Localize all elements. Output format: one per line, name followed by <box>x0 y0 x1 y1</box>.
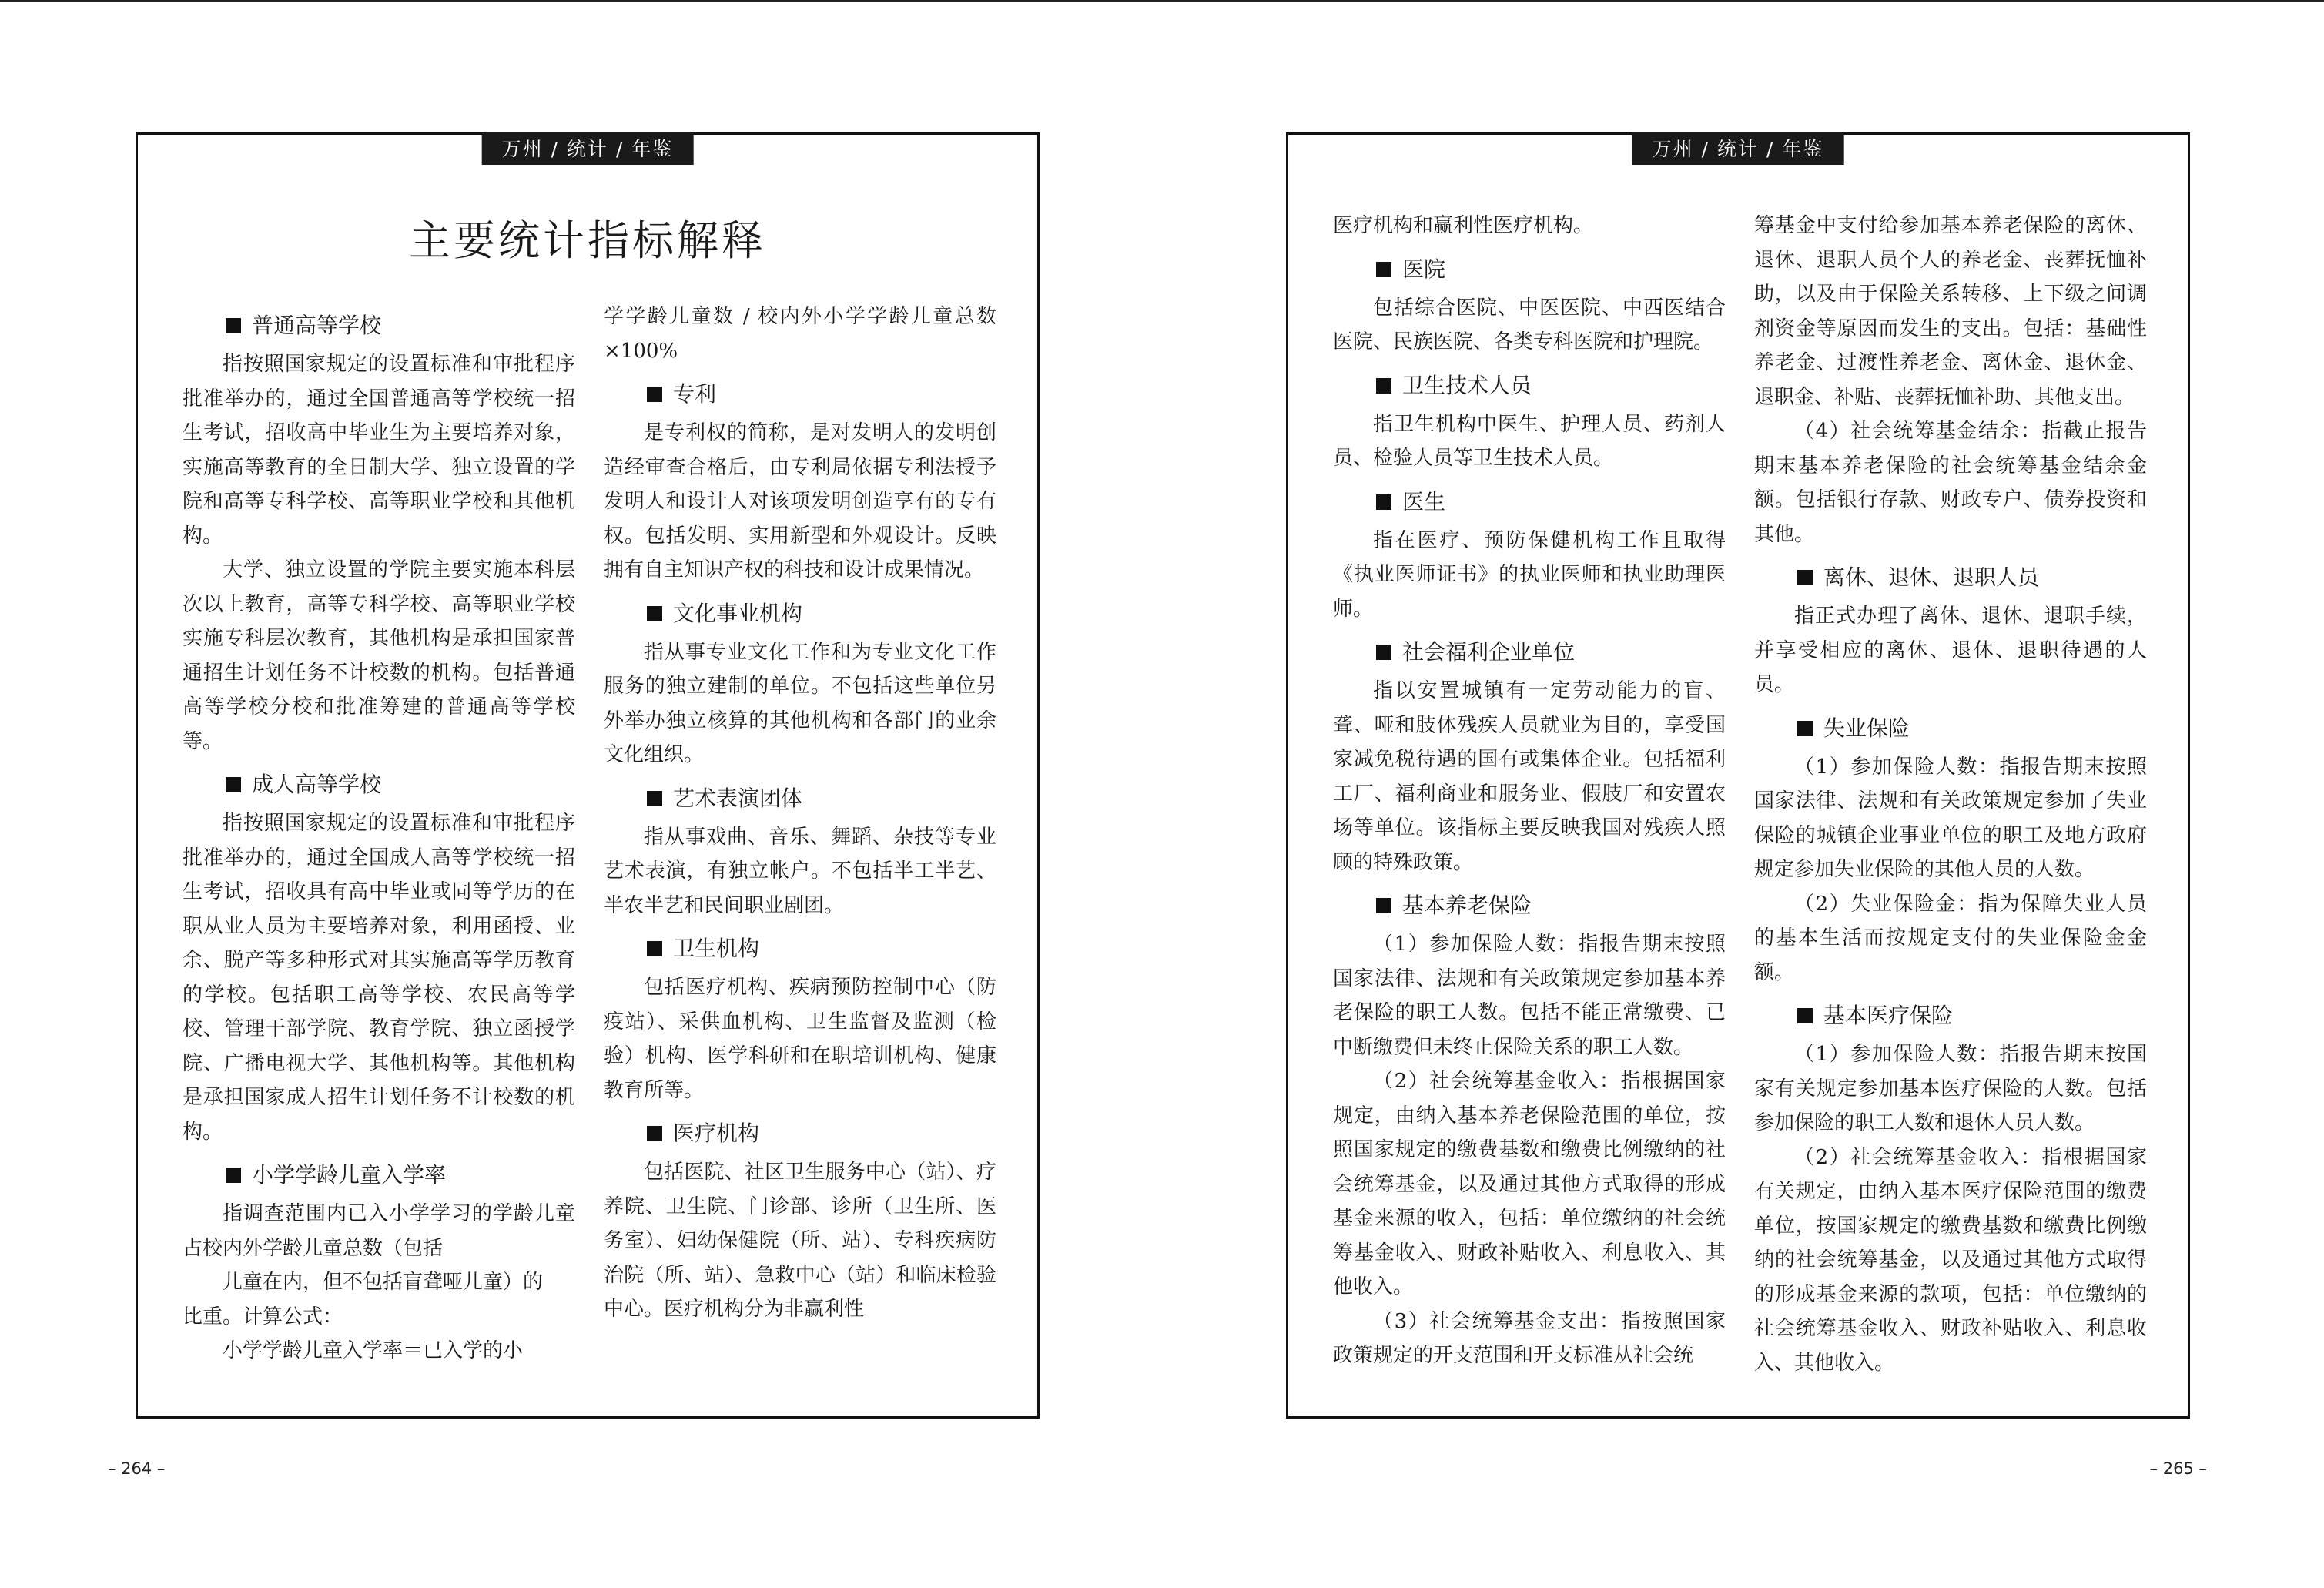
section-heading-text: 普通高等学校 <box>252 313 382 338</box>
section-heading-text: 医生 <box>1402 488 1446 514</box>
section-heading <box>1333 484 1726 521</box>
section-heading-text: 卫生机构 <box>673 936 760 961</box>
body-paragraph: （2）失业保险金：指为保障失业人员的基本生活而按规定支付的失业保险金金额。 <box>1754 892 2147 984</box>
section-heading <box>183 307 575 344</box>
page-title: 主要统计指标解释 <box>409 216 766 265</box>
square-bullet-icon <box>226 1168 241 1183</box>
section-heading <box>1333 367 1726 404</box>
body-paragraph: 指调查范围内已入小学学习的学龄儿童占校内外学龄儿童总数（包括 <box>183 1202 575 1260</box>
top-rule <box>0 0 2324 2</box>
running-header: 万州 / 统计 / 年鉴 <box>482 132 694 165</box>
section-heading <box>183 1157 575 1194</box>
section-heading-text: 离休、退休、退职人员 <box>1823 565 2040 590</box>
body-paragraph: 学学龄儿童数 / 校内外小学学龄儿童总数×100% <box>604 305 996 363</box>
page-number-right: – 265 – <box>2149 1459 2207 1478</box>
body-paragraph: 包括医院、社区卫生服务中心（站）、疗养院、卫生院、门诊部、诊所（卫生所、医务室）、妇幼保健院（所、站）、专科疾病防治院（所、站）、急救中心（站）和临床检验中心。医疗机构分为非赢利性 <box>604 1161 996 1321</box>
body-paragraph: （1）参加保险人数：指报告期末按照国家法律、法规和有关政策规定参加了失业保险的城镇企业事业单位的职工及地方政府规定参加失业保险的其他人员的人数。 <box>1754 755 2147 881</box>
column-4 <box>1754 209 2147 1380</box>
body-paragraph: 指以安置城镇有一定劳动能力的盲、聋、哑和肢体残疾人员就业为目的，享受国家减免税待遇的国有或集体企业。包括福利工厂、福利商业和服务业、假肢厂和安置农场等单位。该指标主要反映我国对残疾人照顾的特殊政策。 <box>1333 679 1726 874</box>
square-bullet-icon <box>1376 262 1391 277</box>
section-heading <box>604 780 996 817</box>
square-bullet-icon <box>647 606 662 621</box>
left-page-frame <box>136 132 1040 1419</box>
section-heading <box>1333 634 1726 671</box>
body-paragraph: 包括医疗机构、疾病预防控制中心（防疫站）、采供血机构、卫生监督及监测（检验）机构、医学科研和在职培训机构、健康教育所等。 <box>604 976 996 1102</box>
section-heading <box>604 1115 996 1152</box>
square-bullet-icon <box>1797 1008 1813 1023</box>
section-heading-text: 小学学龄儿童入学率 <box>252 1162 447 1188</box>
body-paragraph: 是专利权的简称，是对发明人的发明创造经审查合格后，由专利局依据专利法授予发明人和设计人对该项发明创造享有的专有权。包括发明、实用新型和外观设计。反映拥有自主知识产权的科技和设计成果情况。 <box>604 421 996 581</box>
section-heading-text: 医疗机构 <box>673 1121 760 1146</box>
section-heading-text: 文化事业机构 <box>673 600 803 626</box>
column-3 <box>1333 209 1726 1373</box>
square-bullet-icon <box>1376 378 1391 394</box>
section-heading-text: 艺术表演团体 <box>673 785 803 811</box>
section-heading <box>604 930 996 967</box>
section-heading <box>1754 710 2147 747</box>
body-paragraph: 指从事专业文化工作和为专业文化工作服务的独立建制的单位。不包括这些单位另外举办独立核算的其他机构和各部门的业余文化组织。 <box>604 640 996 766</box>
section-heading <box>1754 559 2147 596</box>
body-paragraph: 指从事戏曲、音乐、舞蹈、杂技等专业艺术表演，有独立帐户。不包括半工半艺、半农半艺和民间职业剧团。 <box>604 825 996 917</box>
section-heading <box>604 595 996 632</box>
body-paragraph: 医疗机构和赢利性医疗机构。 <box>1333 214 1594 237</box>
body-paragraph: （2）社会统筹基金收入：指根据国家有关规定，由纳入基本医疗保险范围的缴费单位，按国家规定的缴费基数和缴费比例缴纳的社会统筹基金，以及通过其他方式取得的形成基金来源的款项，包括：单位缴纳的社会统筹基金收入、财政补贴收入、利息收入、其他收入。 <box>1754 1145 2147 1375</box>
square-bullet-icon <box>647 791 662 806</box>
square-bullet-icon <box>1797 721 1813 736</box>
square-bullet-icon <box>647 941 662 956</box>
section-heading-text: 失业保险 <box>1823 715 1910 741</box>
section-heading-text: 专利 <box>673 381 717 407</box>
section-heading-text: 医院 <box>1402 256 1446 282</box>
square-bullet-icon <box>226 777 241 792</box>
body-paragraph: （2）社会统筹基金收入：指根据国家规定，由纳入基本养老保险范围的单位，按照国家规定的缴费基数和缴费比例缴纳的社会统筹基金，以及通过其他方式取得的形成基金来源的收入，包括：单位缴纳的社会统筹基金收入、财政补贴收入、利息收入、其他收入。 <box>1333 1070 1726 1298</box>
square-bullet-icon <box>1797 570 1813 585</box>
square-bullet-icon <box>647 387 662 402</box>
body-paragraph: 小学学龄儿童入学率＝已入学的小 <box>223 1339 524 1362</box>
section-heading <box>1754 997 2147 1034</box>
section-heading-text: 社会福利企业单位 <box>1402 639 1576 665</box>
square-bullet-icon <box>1376 645 1391 660</box>
body-paragraph: 筹基金中支付给参加基本养老保险的离休、退休、退职人员个人的养老金、丧葬抚恤补助，以及由于保险关系转移、上下级之间调剂资金等原因而发生的支出。包括：基础性养老金、过渡性养老金、离休金、退休金、退职金、补贴、丧葬抚恤补助、其他支出。 <box>1754 214 2147 409</box>
body-paragraph: 指按照国家规定的设置标准和审批程序批准举办的，通过全国成人高等学校统一招生考试，招收具有高中毕业或同等学历的在职从业人员为主要培养对象，利用函授、业余、脱产等多种形式对其实施高等学历教育的学校。包括职工高等学校、农民高等学校、管理干部学院、教育学院、独立函授学院、广播电视大学、其他机构等。其他机构是承担国家成人招生计划任务不计校数的机构。 <box>183 812 575 1144</box>
body-paragraph: （1）参加保险人数：指报告期末按照国家法律、法规和有关政策规定参加基本养老保险的职工人数。包括不能正常缴费、已中断缴费但未终止保险关系的职工人数。 <box>1333 933 1726 1059</box>
square-bullet-icon <box>1376 494 1391 510</box>
section-heading <box>183 766 575 803</box>
square-bullet-icon <box>226 318 241 333</box>
body-paragraph: 儿童在内，但不包括盲聋哑儿童）的 <box>223 1271 544 1294</box>
section-heading <box>1333 251 1726 288</box>
body-paragraph: 指按照国家规定的设置标准和审批程序批准举办的，通过全国普通高等学校统一招生考试，招收高中毕业生为主要培养对象，实施高等教育的全日制大学、独立设置的学院和高等专科学校、高等职业学校和其他机构。 <box>183 353 575 548</box>
section-heading-text: 基本医疗保险 <box>1823 1003 1954 1028</box>
column-2 <box>604 300 996 1327</box>
section-heading-text: 卫生技术人员 <box>1402 372 1532 398</box>
section-heading <box>1333 887 1726 924</box>
section-heading <box>604 376 996 413</box>
square-bullet-icon <box>1376 898 1391 913</box>
body-paragraph: （3）社会统筹基金支出：指按照国家政策规定的开支范围和开支标准从社会统 <box>1333 1309 1726 1367</box>
body-paragraph: 比重。计算公式： <box>183 1305 343 1328</box>
body-paragraph: 指卫生机构中医生、护理人员、药剂人员、检验人员等卫生技术人员。 <box>1333 412 1726 470</box>
body-paragraph: 指在医疗、预防保健机构工作且取得《执业医师证书》的执业医师和执业助理医师。 <box>1333 528 1726 621</box>
page-number-left: – 264 – <box>108 1459 166 1478</box>
square-bullet-icon <box>647 1126 662 1141</box>
column-1 <box>183 300 575 1369</box>
right-page-frame <box>1286 132 2190 1419</box>
body-paragraph: （4）社会统筹基金结余：指截止报告期末基本养老保险的社会统筹基金结余金额。包括银行存款、财政专户、债券投资和其他。 <box>1754 420 2147 546</box>
running-header: 万州 / 统计 / 年鉴 <box>1632 132 1844 165</box>
section-heading-text: 成人高等学校 <box>252 772 382 797</box>
section-heading-text: 基本养老保险 <box>1402 893 1532 918</box>
body-paragraph: 大学、独立设置的学院主要实施本科层次以上教育，高等专科学校、高等职业学校实施专科层次教育，其他机构是承担国家普通招生计划任务不计校数的机构。包括普通高等学校分校和批准筹建的普通高等学校等。 <box>183 558 575 753</box>
body-paragraph: 指正式办理了离休、退休、退职手续，并享受相应的离休、退休、退职待遇的人员。 <box>1754 605 2147 696</box>
body-paragraph: （1）参加保险人数：指报告期末按国家有关规定参加基本医疗保险的人数。包括参加保险的职工人数和退休人员人数。 <box>1754 1043 2147 1134</box>
body-paragraph: 包括综合医院、中医医院、中西医结合医院、民族医院、各类专科医院和护理院。 <box>1333 296 1726 353</box>
